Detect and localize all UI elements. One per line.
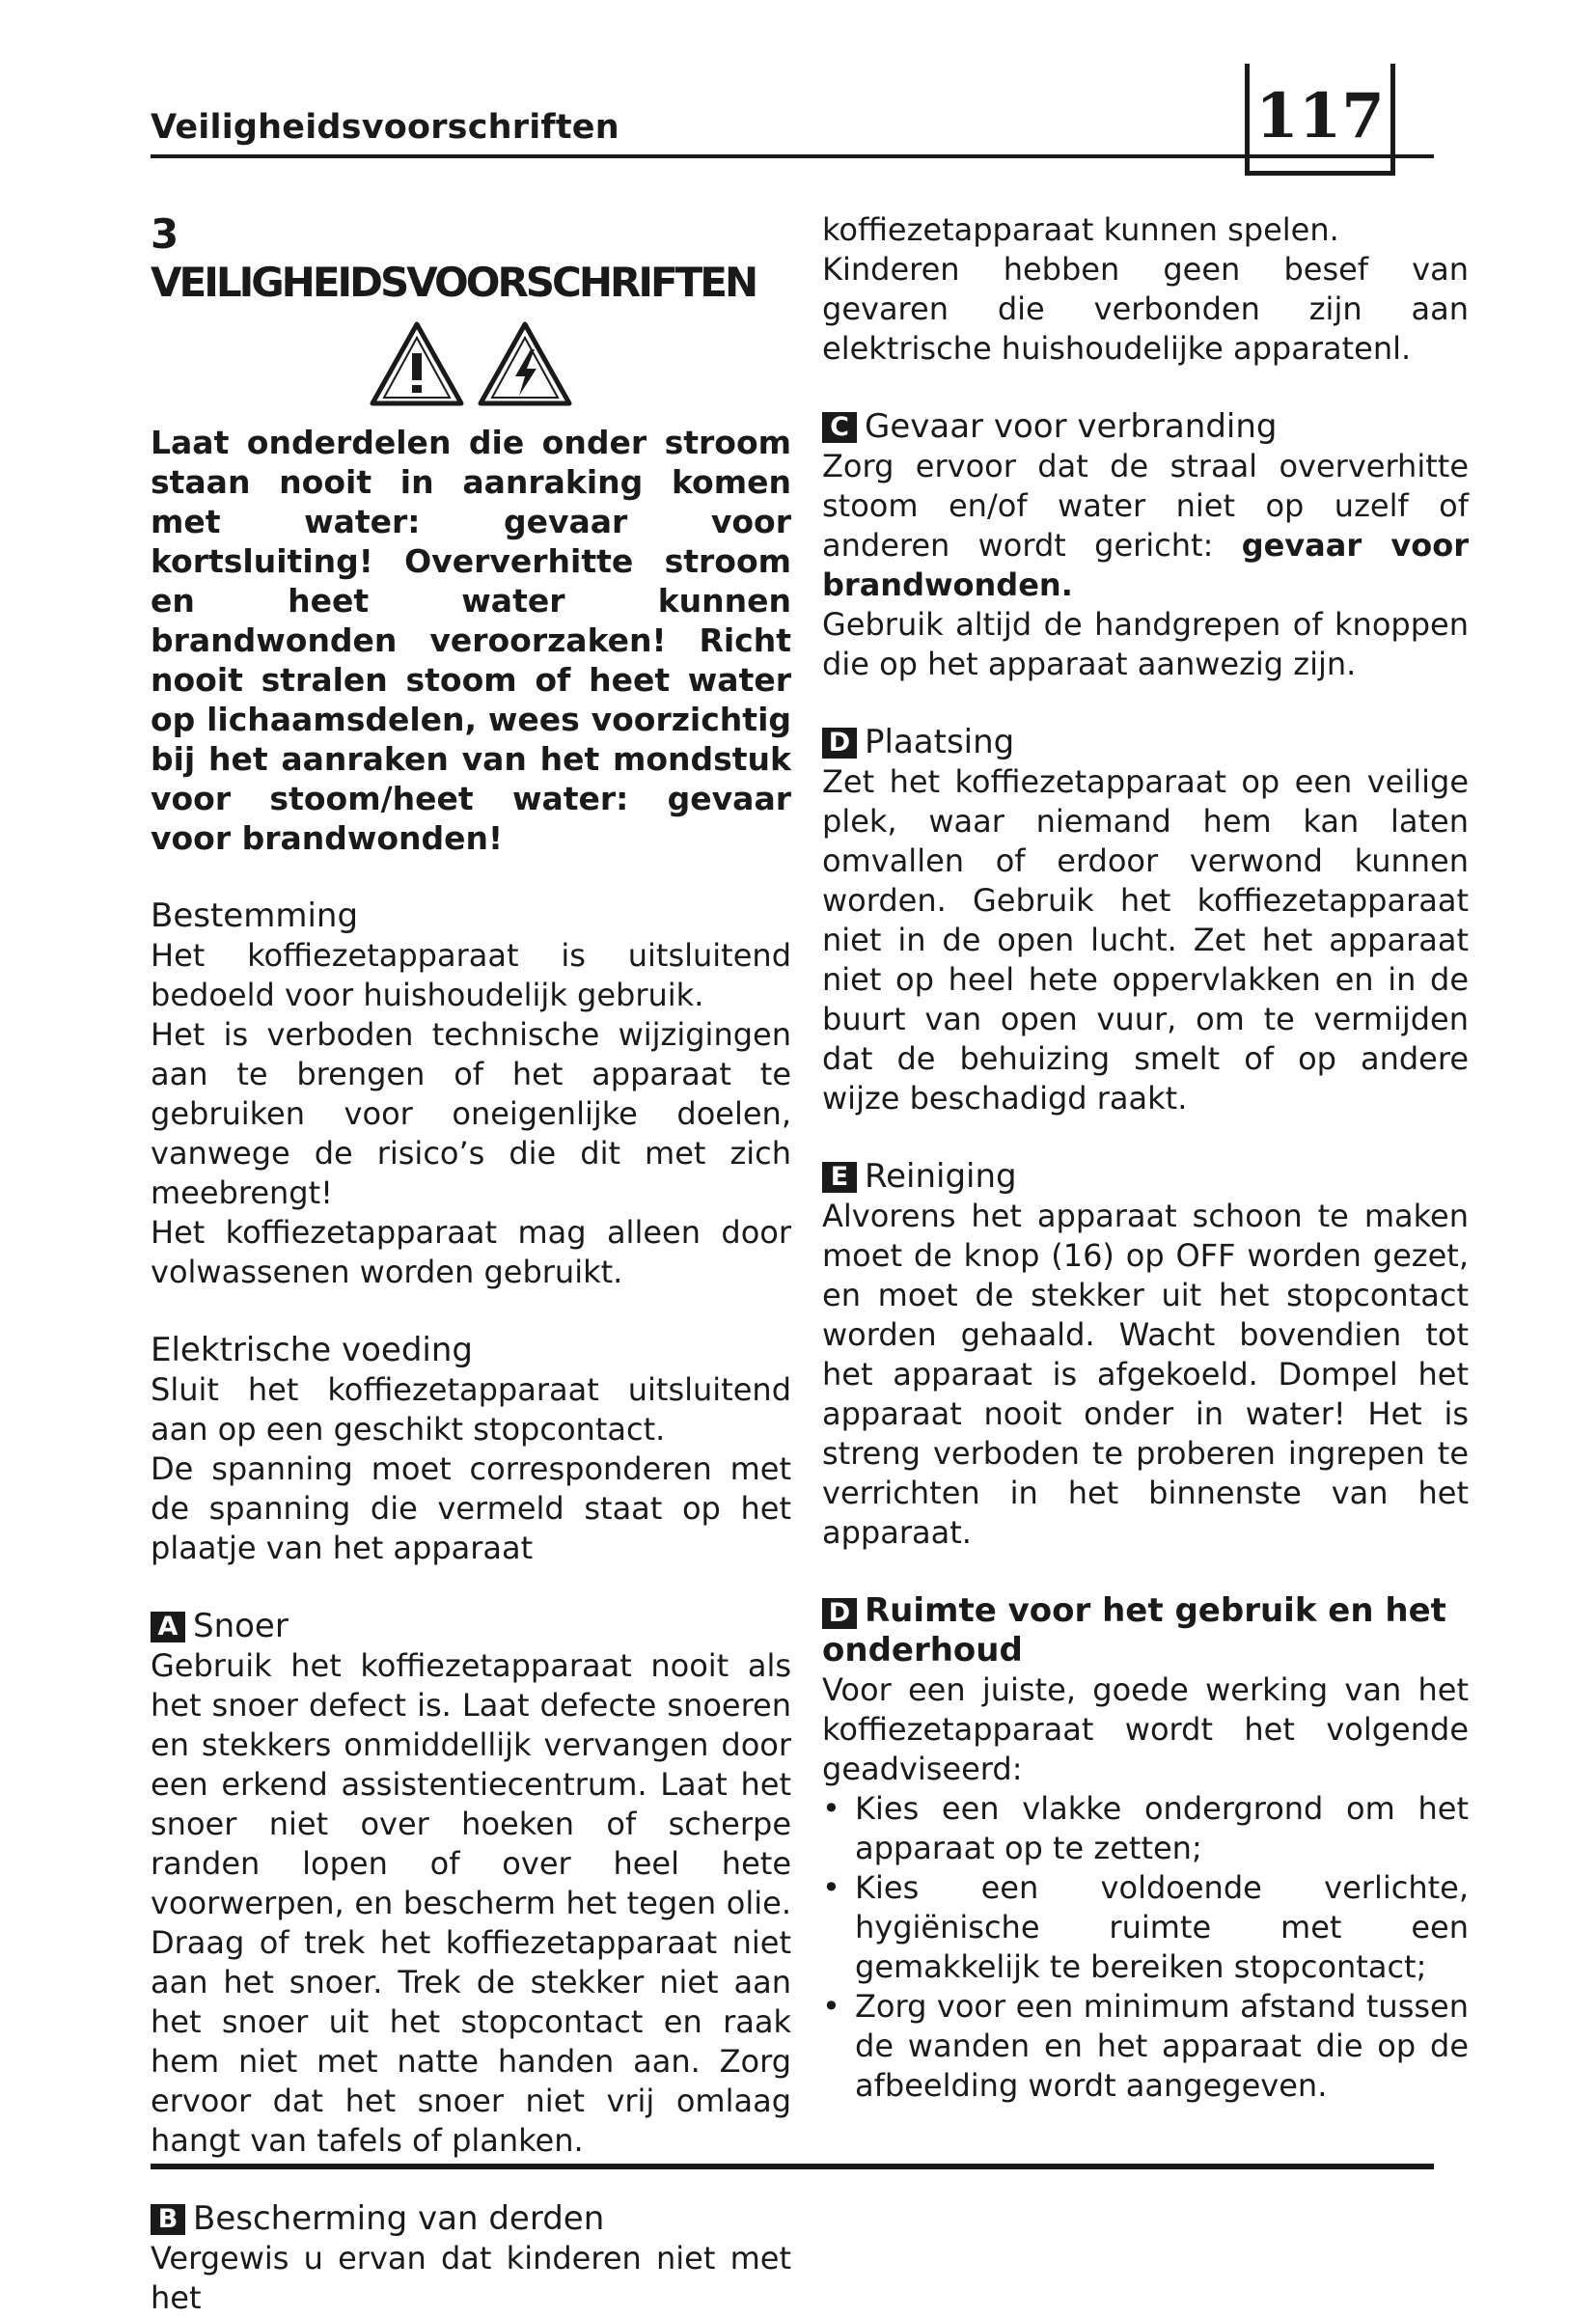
header-divider	[151, 154, 1434, 158]
section-elektrische-voeding	[151, 1331, 791, 1568]
header-title: Veiligheidsvoorschriften	[151, 108, 619, 147]
list-item: • Kies een vlakke ondergrond om het apparaat op te zetten;	[822, 1789, 1469, 1868]
paragraph: Alvorens het apparaat schoon te maken moet de knop (16) op OFF worden gezet, en moet de stekker uit het stopcontact worden gehaald. Wacht bovendien tot het apparaat is afgekoeld. Dompel het apparaat nooit onder in water! Het is streng verboden te proberen ingrepen te verrichten in het binnenste van het apparaat.	[822, 1198, 1469, 1551]
section-badge: A	[151, 1612, 185, 1642]
section-heading-label: Gevaar voor verbranding	[865, 407, 1278, 446]
paragraph: Het koffiezetapparaat mag alleen door volwassenen worden gebruikt.	[151, 1214, 791, 1290]
section-heading-label: Snoer	[193, 1607, 289, 1645]
main-title: 3 VEILIGHEIDSVOORSCHRIFTEN	[151, 210, 757, 306]
section-badge: D	[822, 728, 857, 759]
section-heading-label: Ruimte voor het gebruik en het onderhoud	[822, 1591, 1446, 1670]
paragraph: Het is verboden technische wijzigingen aan te brengen of het apparaat te gebruiken voor oneigenlijke doelen, vanwege de risico’s die dit met zich meebrengt!	[151, 1016, 791, 1211]
safety-warning: Laat onderdelen die onder stroom staan nooit in aanraking komen met water: gevaar voor kortsluiting! Oververhitte stroom en heet water kunnen brandwonden veroorzaken! Richt nooit stralen stoom of heet water op lichaamsdelen, wees voorzichtig bij het aanraken van het mondstuk voor stoom/heet water: gevaar voor brandwonden!	[151, 424, 791, 857]
section-ruimte	[822, 1591, 1469, 2106]
paragraph-text: Zorg ervoor dat de straal oververhitte stoom en/of water niet op uzelf of anderen wordt gericht:	[822, 448, 1469, 564]
section-reiniging	[822, 1157, 1469, 1553]
section-heading-label: Reiniging	[865, 1157, 1017, 1196]
section-badge: B	[151, 2204, 185, 2235]
paragraph: Kinderen hebben geen besef van gevaren die verbonden zijn aan elektrische huishoudelijke apparatenl.	[822, 251, 1469, 367]
section-heading-label: Bescherming van derden	[193, 2199, 605, 2238]
paragraph: Zet het koffiezetapparaat op een veilige plek, waar niemand hem kan laten omvallen of erdoor verwond kunnen worden. Gebruik het koffiezetapparaat niet in de open lucht. Zet het apparaat niet op heel hete oppervlakken en in de buurt van open vuur, om te vermijden dat de behuizing smelt of op andere wijze beschadigd raakt.	[822, 763, 1469, 1117]
section-heading	[822, 1157, 1469, 1197]
section-heading	[822, 407, 1469, 447]
paragraph: koffiezetapparaat kunnen spelen.	[822, 211, 1339, 248]
paragraph: De spanning moet corresponderen met de spanning die vermeld staat op het plaatje van het apparaat	[151, 1450, 791, 1566]
list-item: • Kies een voldoende verlichte, hygiënische ruimte met een gemakkelijk te bereiken stopcontact;	[822, 1868, 1469, 1987]
paragraph: Gebruik het koffiezetapparaat nooit als het snoer defect is. Laat defecte snoeren en stekkers onmiddellijk vervangen door een erkend assistentiecentrum. Laat het snoer niet over hoeken of scherpe randen lopen of over heel hete voorwerpen, en bescherm het tegen olie. Draag of trek het koffiezetapparaat niet aan het snoer. Trek de stekker niet aan het snoer uit het stopcontact en raak hem niet met natte handen aan. Zorg ervoor dat het snoer niet vrij omlaag hangt van tafels of planken.	[151, 1647, 791, 2159]
section-heading	[822, 723, 1469, 762]
left-column	[151, 210, 791, 2318]
warning-triangle-exclamation-icon	[369, 320, 465, 407]
section-snoer	[151, 1607, 791, 2161]
paragraph: Sluit het koffiezetapparaat uitsluitend aan op een geschikt stopcontact.	[151, 1371, 791, 1448]
section-heading	[822, 1591, 1469, 1670]
section-badge: E	[822, 1162, 857, 1193]
emphasis-text: gevaar voor brandwonden.	[822, 527, 1470, 603]
warning-icons	[151, 320, 791, 407]
section-plaatsing	[822, 723, 1469, 1118]
section-heading: Bestemming	[151, 897, 359, 935]
section-heading	[151, 1607, 791, 1646]
section-heading-label: Plaatsing	[865, 723, 1015, 761]
page-number: 117	[1255, 80, 1385, 152]
section-verbranding	[822, 407, 1469, 684]
paragraph: Vergewis u ervan dat kinderen niet met het	[151, 2240, 791, 2316]
section-badge: D	[822, 1598, 857, 1629]
right-column	[822, 210, 1469, 2106]
paragraph	[822, 447, 1469, 605]
paragraph: Gebruik altijd de handgrepen of knoppen die op het apparaat aanwezig zijn.	[822, 606, 1469, 682]
list-item: • Zorg voor een minimum afstand tussen de wanden en het apparaat die op de afbeelding wordt aangegeven.	[822, 1987, 1469, 2106]
paragraph: Voor een juiste, goede werking van het koffiezetapparaat wordt het volgende geadviseerd:	[822, 1671, 1469, 1787]
bullet-list	[822, 1789, 1469, 2106]
section-bestemming	[151, 897, 791, 1292]
section-bescherming-derden-continued	[822, 210, 1469, 369]
warning-triangle-electric-icon	[477, 320, 573, 407]
section-heading: Elektrische voeding	[151, 1331, 473, 1369]
page-number-box	[1245, 64, 1395, 176]
section-heading	[151, 2199, 791, 2239]
footer-divider	[151, 2164, 1434, 2169]
section-bescherming-derden	[151, 2199, 791, 2318]
paragraph: Het koffiezetapparaat is uitsluitend bedoeld voor huishoudelijk gebruik.	[151, 937, 791, 1013]
section-badge: C	[822, 412, 857, 443]
